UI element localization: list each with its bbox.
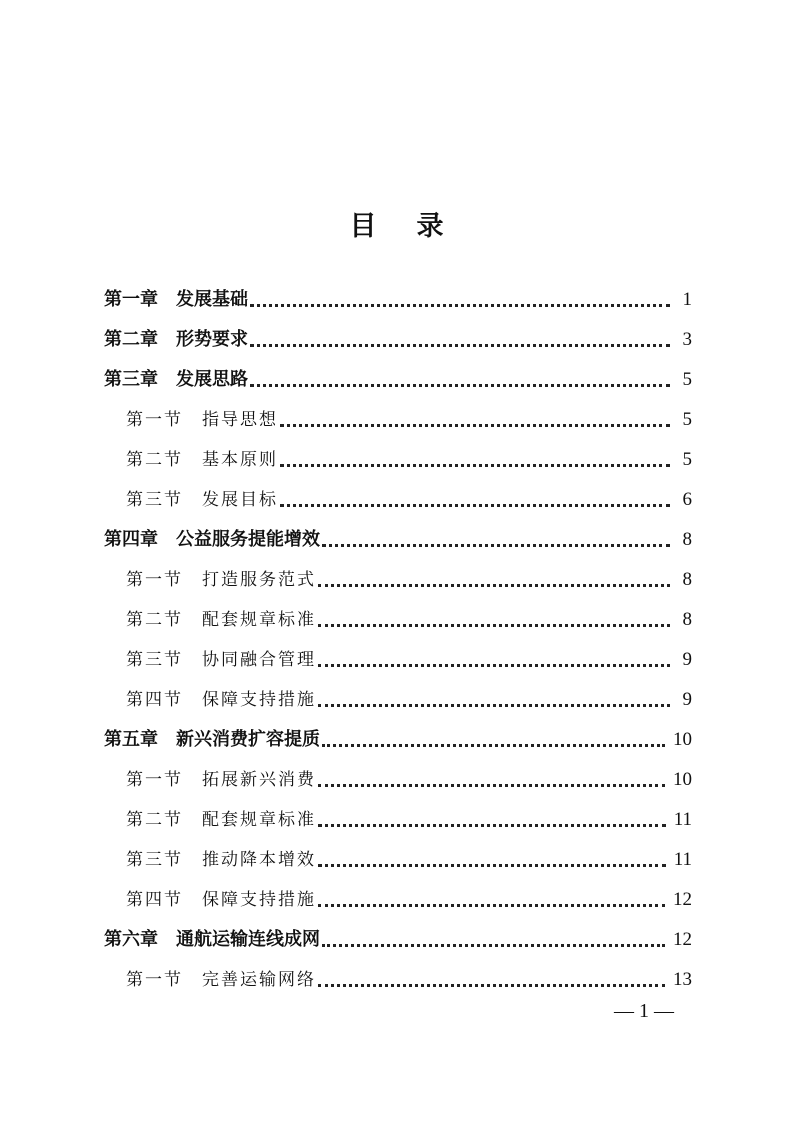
toc-title: 目录 <box>349 211 484 242</box>
dot-leader <box>318 784 665 787</box>
toc-entry-label: 第一节 拓展新兴消费 <box>126 770 316 790</box>
toc-page-number: 10 <box>673 729 692 750</box>
toc-entry-label: 第一节 打造服务范式 <box>126 570 316 590</box>
toc-chapter-entry[interactable] <box>104 520 692 560</box>
dot-leader <box>250 384 670 387</box>
toc-section-entry[interactable] <box>104 680 692 720</box>
toc-entry-label: 第四章 公益服务提能增效 <box>104 529 320 550</box>
toc-chapter-entry[interactable] <box>104 360 692 400</box>
toc-section-entry[interactable] <box>104 440 692 480</box>
toc-page-number: 5 <box>682 449 692 470</box>
toc-entry-label: 第一节 指导思想 <box>126 410 278 430</box>
toc-entry-label: 第二章 形势要求 <box>104 329 248 350</box>
toc-page-number: 12 <box>673 929 692 950</box>
toc-chapter-entry[interactable] <box>104 920 692 960</box>
toc-chapter-entry[interactable] <box>104 720 692 760</box>
toc-section-entry[interactable] <box>104 600 692 640</box>
toc-page-number: 10 <box>673 769 692 790</box>
toc-page-number: 8 <box>682 529 692 550</box>
toc-page-number: 5 <box>682 409 692 430</box>
toc-page-number: 8 <box>682 569 692 590</box>
toc-entry-label: 第二节 配套规章标准 <box>126 610 316 630</box>
toc-page-number: 11 <box>673 809 692 830</box>
toc-page-number: 8 <box>682 609 692 630</box>
toc-section-entry[interactable] <box>104 880 692 920</box>
toc-entry-label: 第四节 保障支持措施 <box>126 890 316 910</box>
toc-entry-label: 第二节 基本原则 <box>126 450 278 470</box>
toc-entry-label: 第四节 保障支持措施 <box>126 690 316 710</box>
toc-section-entry[interactable] <box>104 400 692 440</box>
dot-leader <box>318 584 670 587</box>
toc-page-number: 12 <box>673 889 692 910</box>
dot-leader <box>322 744 665 747</box>
dot-leader <box>322 544 670 547</box>
dot-leader <box>318 824 666 827</box>
toc-entry-label: 第二节 配套规章标准 <box>126 810 316 830</box>
dot-leader <box>280 464 670 467</box>
dot-leader <box>318 704 670 707</box>
toc-entry-label: 第六章 通航运输连线成网 <box>104 929 320 950</box>
toc-page-number: 1 <box>682 289 692 310</box>
toc-section-entry[interactable] <box>104 800 692 840</box>
table-of-contents <box>104 280 692 1000</box>
toc-entry-label: 第三节 协同融合管理 <box>126 650 316 670</box>
toc-entry-label: 第一章 发展基础 <box>104 289 248 310</box>
toc-section-entry[interactable] <box>104 840 692 880</box>
toc-entry-label: 第三节 发展目标 <box>126 490 278 510</box>
toc-entry-label: 第五章 新兴消费扩容提质 <box>104 729 320 750</box>
dot-leader <box>318 904 665 907</box>
toc-section-entry[interactable] <box>104 640 692 680</box>
dot-leader <box>250 344 670 347</box>
toc-section-entry[interactable] <box>104 560 692 600</box>
toc-page-number: 6 <box>682 489 692 510</box>
toc-chapter-entry[interactable] <box>104 280 692 320</box>
dot-leader <box>318 664 670 667</box>
toc-page-number: 3 <box>682 329 692 350</box>
dot-leader <box>280 504 670 507</box>
toc-section-entry[interactable] <box>104 960 692 1000</box>
toc-entry-label: 第三节 推动降本增效 <box>126 850 316 870</box>
toc-page-number: 11 <box>673 849 692 870</box>
dot-leader <box>322 944 665 947</box>
toc-page-number: 9 <box>682 689 692 710</box>
toc-section-entry[interactable] <box>104 760 692 800</box>
toc-page-number: 5 <box>682 369 692 390</box>
dot-leader <box>318 624 670 627</box>
toc-section-entry[interactable] <box>104 480 692 520</box>
dot-leader <box>318 984 665 987</box>
dot-leader <box>250 304 670 307</box>
toc-page-number: 9 <box>682 649 692 670</box>
toc-entry-label: 第一节 完善运输网络 <box>126 970 316 990</box>
dot-leader <box>280 424 670 427</box>
page-number-footer: — 1 — <box>614 1000 674 1022</box>
toc-entry-label: 第三章 发展思路 <box>104 369 248 390</box>
toc-page-number: 13 <box>673 969 692 990</box>
dot-leader <box>318 864 666 867</box>
toc-chapter-entry[interactable] <box>104 320 692 360</box>
